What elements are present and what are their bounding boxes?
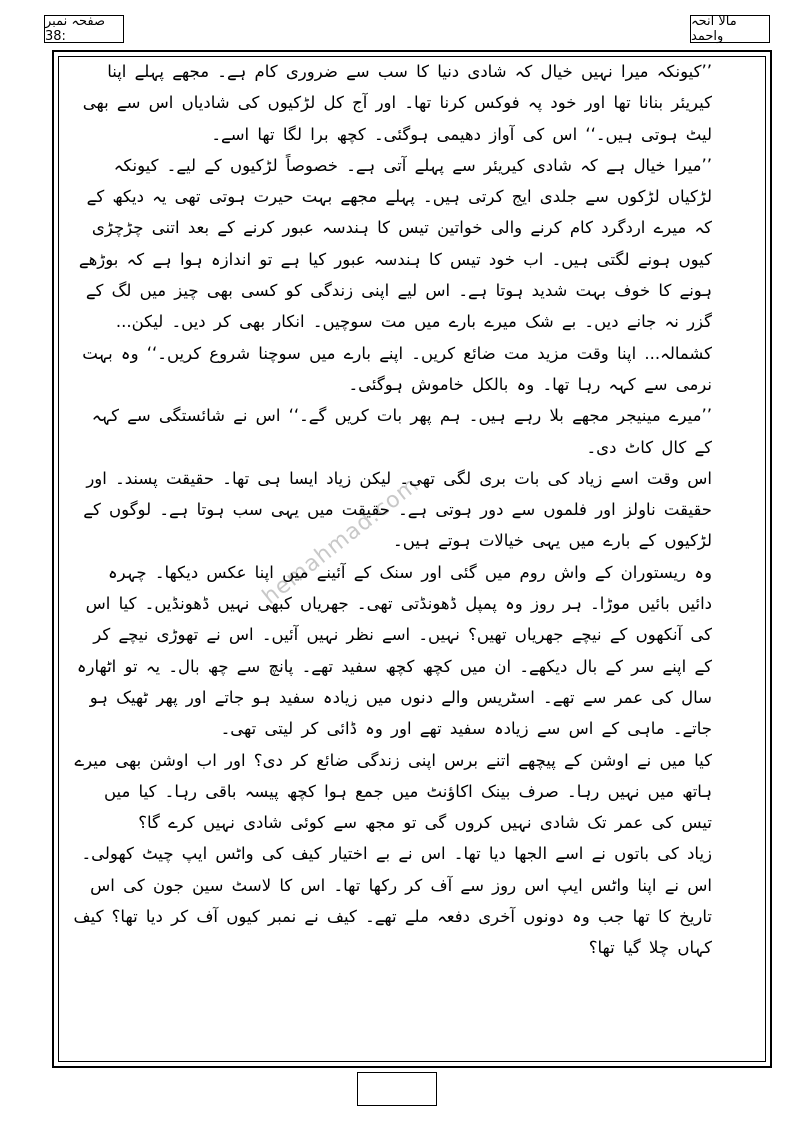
page-number: صفحہ نمبر :38 (45, 14, 105, 44)
author-box (690, 15, 770, 43)
story-text (72, 56, 712, 964)
paragraph: کیا میں نے اوشن کے پیچھے اتنے برس اپنی زندگی ضائع کر دی؟ اور اب اوشن بھی میرے ہاتھ میں نہیں رہا۔ صرف بینک اکاؤنٹ میں جمع ہوا کچھ پیسہ باقی رہا۔ کیا میں تیس کی عمر تک شادی نہیں کروں گی تو مجھ سے کوئی شادی نہیں کرے گا؟ (74, 750, 712, 833)
paragraph: زیاد کی باتوں نے اسے الجھا دیا تھا۔ اس نے بے اختیار کیف کی واٹس ایپ چیٹ کھولی۔ اس نے اپنا واٹس ایپ اس روز سے آف کر رکھا تھا۔ اس کا لاسٹ سین جون کی اس تاریخ کا تھا جب وہ دونوں آخری دفعہ ملے تھے۔ کیف نے نمبر کیوں آف کر دیا تھا؟ کیف کہاں چلا گیا تھا؟ (73, 844, 712, 958)
page-number-box (44, 15, 124, 43)
footer-box (357, 1072, 437, 1106)
paragraph: ’’میرا خیال ہے کہ شادی کیریئر سے پہلے آتی ہے۔ خصوصاً لڑکیوں کے لیے۔ کیونکہ لڑکیاں لڑکوں سے جلدی ایج کرتی ہیں۔ پہلے مجھے بہت حیرت ہوتی تھی یہ دیکھ کے کہ میرے اردگرد کام کرنے والی خواتین تیس کا ہندسہ عبور کرنے کے بعد اتنی چڑچڑی کیوں ہونے لگتی ہیں۔ اب خود تیس کا ہندسہ عبور کیا ہے تو اندازہ ہوا ہے کہ بوڑھے ہونے کا خوف بہت شدید ہوتا ہے۔ اس لیے اپنی زندگی کو کسی بھی چیز میں لگ کے گزر نہ جانے دیں۔ بے شک میرے بارے میں مت سوچیں۔ انکار بھی کر دیں۔ لیکن... کشمالہ... اپنا وقت مزید مت ضائع کریں۔ اپنے بارے میں سوچنا شروع کریں۔‘‘ وہ بہت نرمی سے کہہ رہا تھا۔ وہ بالکل خاموش ہوگئی۔ (78, 155, 712, 394)
watermark: hemahmad.com (258, 472, 425, 610)
paragraph: وہ ریستوران کے واش روم میں گئی اور سنک کے آئینے میں اپنا عکس دیکھا۔ چہرہ دائیں بائیں موڑا۔ ہر روز وہ پمپل ڈھونڈتی تھی۔ جھریاں کبھی نہیں ڈھونڈیں۔ کیا اس کی آنکھوں کے نیچے جھریاں تھیں؟ نہیں۔ اسے نظر نہیں آئیں۔ اس نے تھوڑی نیچے کر کے اپنے سر کے بال دیکھے۔ ان میں کچھ کچھ سفید تھے۔ پانچ سے چھ بال۔ یہ تو اٹھارہ سال کی عمر سے تھے۔ اسٹریس والے دنوں میں زیادہ سفید ہو جاتے اور پھر ٹھیک ہو جاتے۔ ماہی کے اس سے زیادہ سفید تھے اور وہ ڈائی کر لیتی تھی۔ (76, 562, 712, 739)
paragraph: ’’کیونکہ میرا نہیں خیال کہ شادی دنیا کا سب سے ضروری کام ہے۔ مجھے پہلے اپنا کیریئر بنانا تھا اور خود پہ فوکس کرنا تھا۔ اور آج کل لڑکیوں کی شادیاں اس سے بھی لیٹ ہوتی ہیں۔‘‘ اس کی آواز دھیمی ہوگئی۔ کچھ برا لگا تھا اسے۔ (82, 62, 712, 144)
paragraph: اس وقت اسے زیاد کی بات بری لگی تھی۔ لیکن زیاد ایسا ہی تھا۔ حقیقت پسند۔ اور حقیقت ناولز اور فلموں سے دور ہوتی ہے۔ حقیقت میں یہی سب ہوتا ہے۔ لوگوں کے لڑکیوں کے بارے میں یہی خیالات ہوتے ہیں۔ (83, 468, 712, 551)
author-name: مالا انحہ واحمد (691, 14, 737, 44)
paragraph: ’’میرے مینیجر مجھے بلا رہے ہیں۔ ہم پھر بات کریں گے۔‘‘ اس نے شائستگی سے کہہ کے کال کاٹ دی۔ (91, 406, 712, 457)
